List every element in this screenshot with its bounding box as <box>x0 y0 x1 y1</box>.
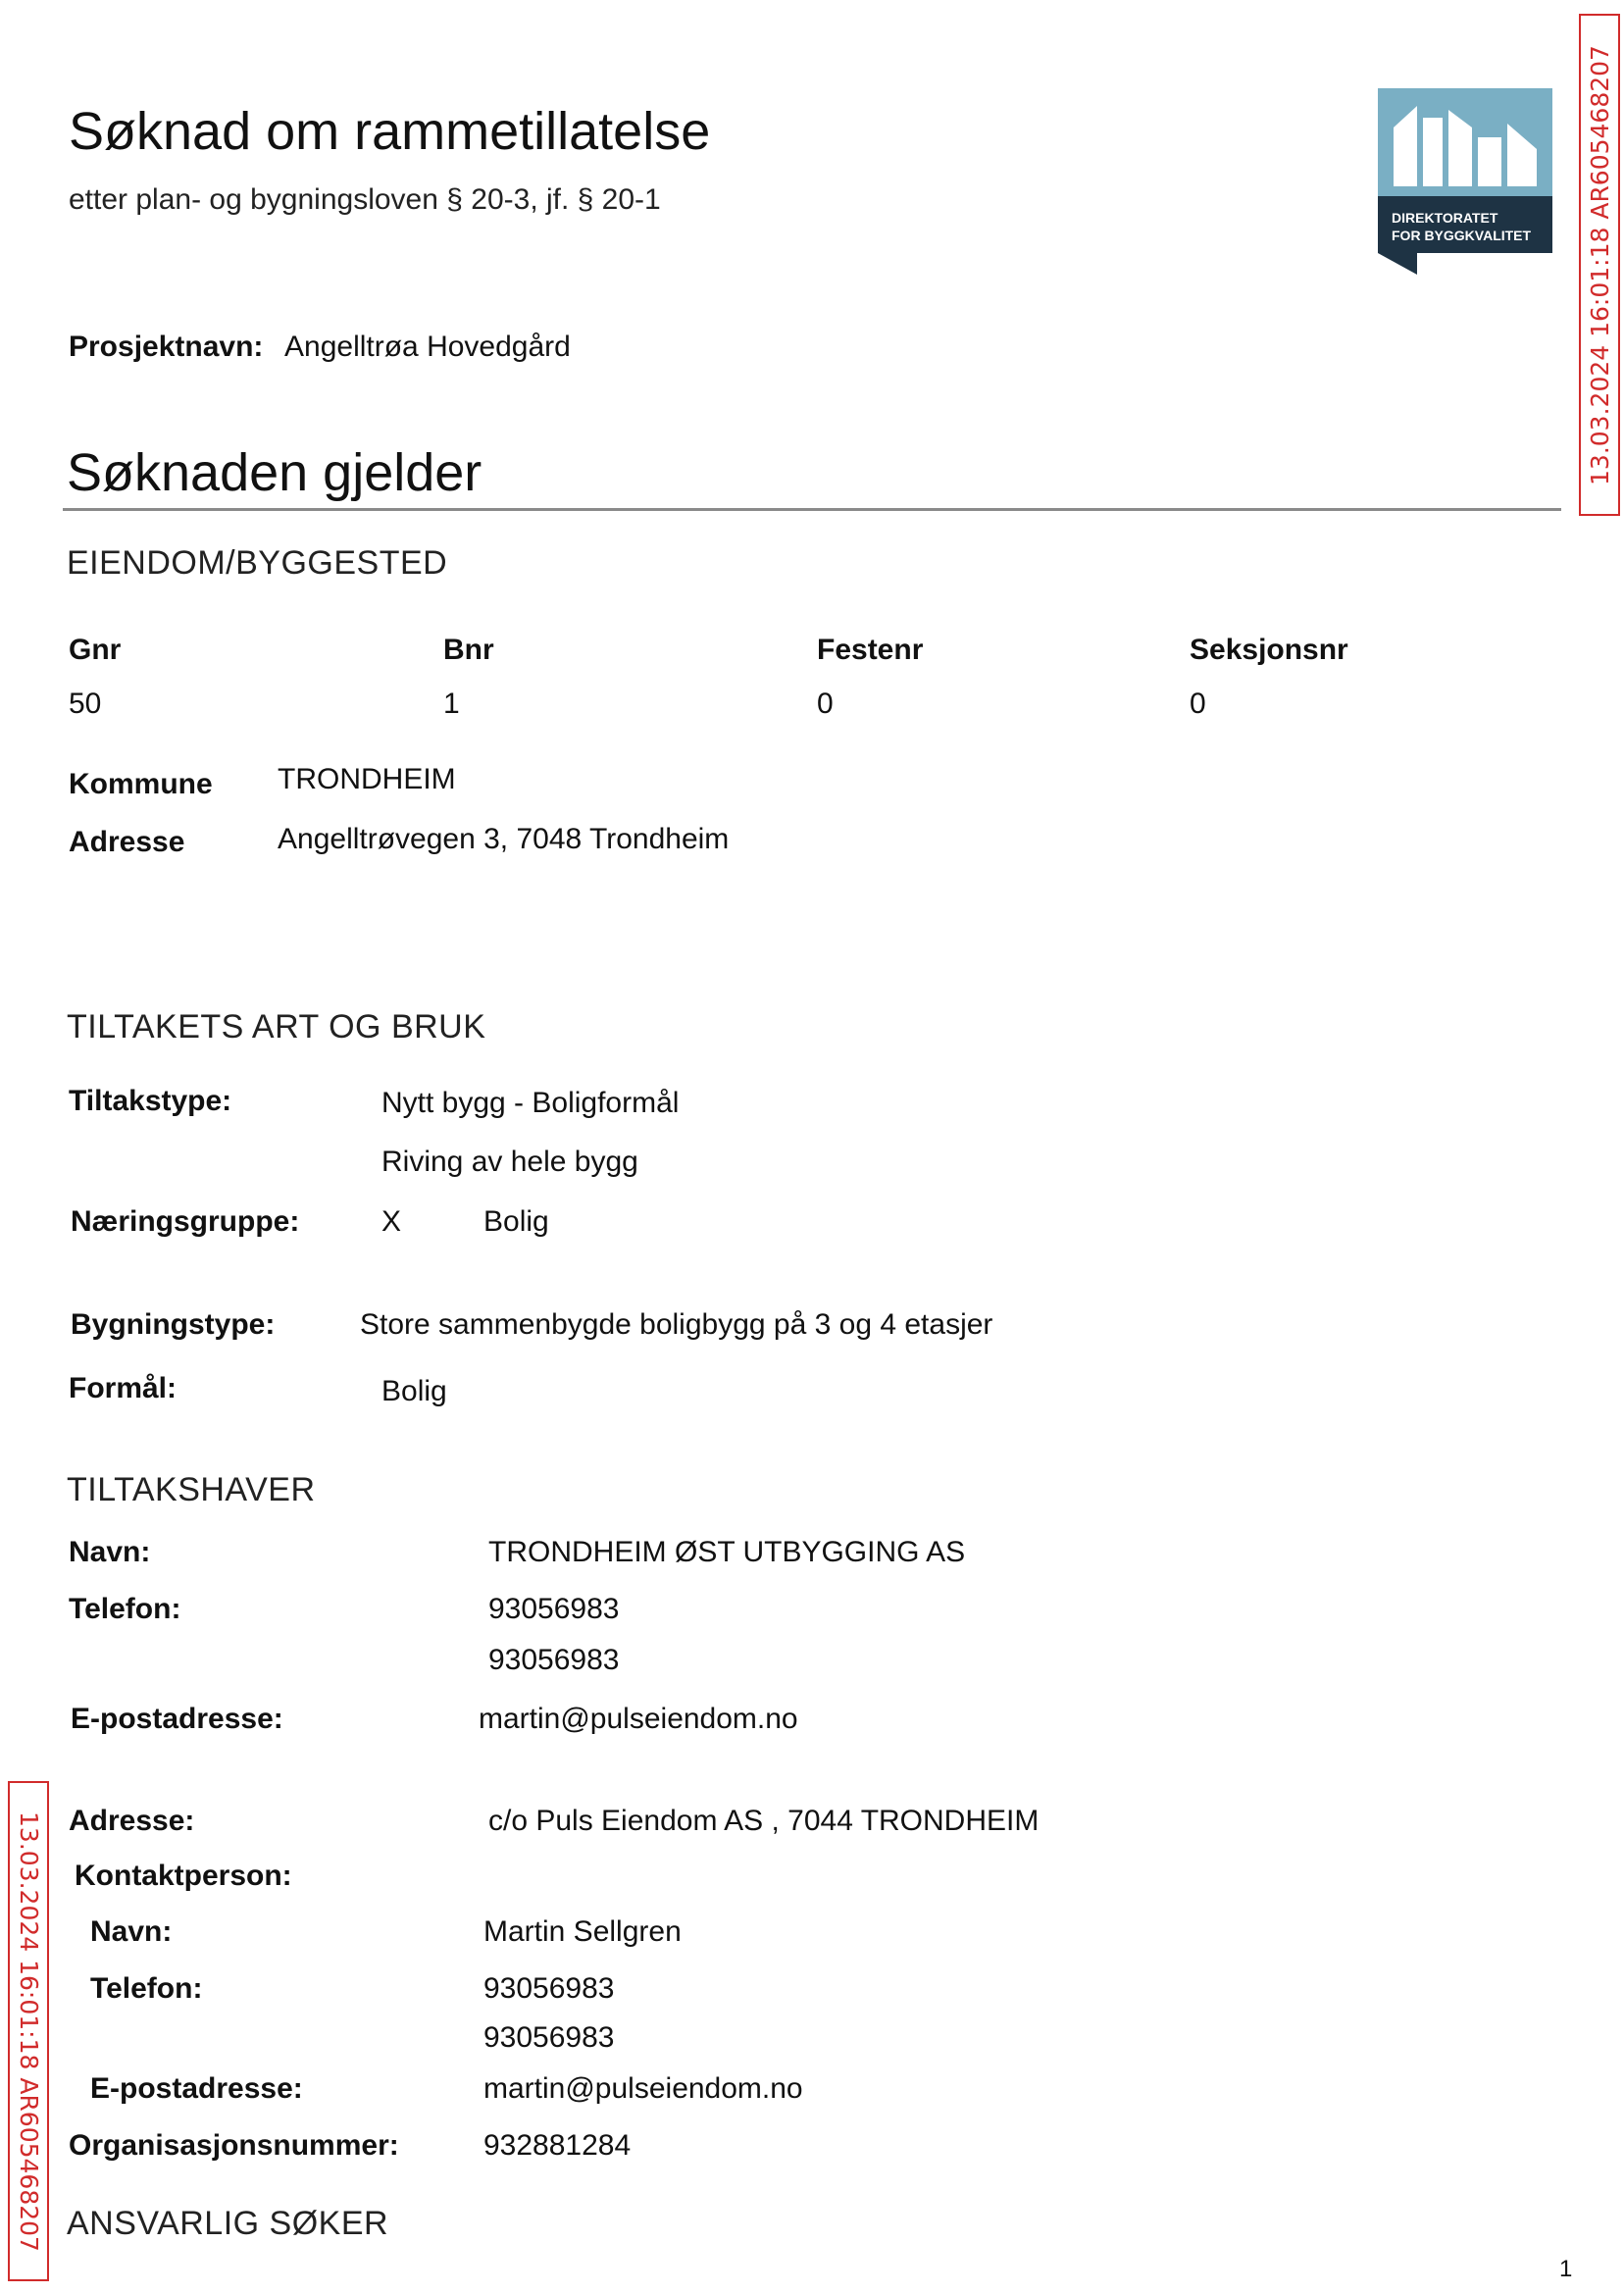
navn-label: Navn: <box>69 1536 151 1568</box>
tiltak-heading: TILTAKETS ART OG BRUK <box>67 1008 486 1045</box>
naeringsgruppe-code: X <box>381 1205 402 1238</box>
adresse-label: Adresse <box>69 826 185 858</box>
document-stamp-bottom <box>8 1781 49 2281</box>
direktoratet-logo <box>1378 88 1552 275</box>
document-stamp-top <box>1579 14 1620 516</box>
page-subtitle: etter plan- og bygningsloven § 20-3, jf. § 20-1 <box>69 183 661 216</box>
gnr-value: 50 <box>69 688 102 720</box>
section-divider <box>63 508 1561 511</box>
gnr-label: Gnr <box>69 634 122 666</box>
eiendom-heading: EIENDOM/BYGGESTED <box>67 544 448 582</box>
kontaktperson-label: Kontaktperson: <box>75 1860 292 1892</box>
orgnr-label: Organisasjonsnummer: <box>69 2129 399 2162</box>
telefon-label: Telefon: <box>69 1593 181 1625</box>
navn-value: TRONDHEIM ØST UTBYGGING AS <box>488 1536 966 1568</box>
kontakt-navn-label: Navn: <box>90 1915 173 1948</box>
building-icon <box>1378 88 1552 275</box>
ansvarlig-heading: ANSVARLIG SØKER <box>67 2205 389 2242</box>
kontakt-telefon-value: 93056983 <box>483 2021 615 2054</box>
telefon-value: 93056983 <box>488 1593 620 1625</box>
tiltakshaver-adresse-label: Adresse: <box>69 1805 195 1837</box>
kontakt-telefon-label: Telefon: <box>90 1972 203 2005</box>
naeringsgruppe-label: Næringsgruppe: <box>71 1205 300 1238</box>
page-number: 1 <box>1559 2256 1573 2282</box>
telefon-value: 93056983 <box>488 1644 620 1676</box>
tiltakstype-value: Nytt bygg - Boligformål <box>381 1087 680 1119</box>
formal-value: Bolig <box>381 1375 447 1407</box>
bnr-label: Bnr <box>443 634 494 666</box>
festenr-label: Festenr <box>817 634 924 666</box>
project-value: Angelltrøa Hovedgård <box>284 331 571 363</box>
logo-line1: DIREKTORATET <box>1392 210 1498 226</box>
epost-label: E-postadresse: <box>71 1703 283 1735</box>
stamp-text-bottom: 13.03.2024 16:01:18 AR605468207 <box>14 1810 43 2252</box>
tiltakstype-value: Riving av hele bygg <box>381 1146 638 1178</box>
adresse-value: Angelltrøvegen 3, 7048 Trondheim <box>278 823 730 855</box>
logo-line2: FOR BYGGKVALITET <box>1392 228 1532 243</box>
kontakt-navn-value: Martin Sellgren <box>483 1915 682 1948</box>
kontakt-epost-value[interactable]: martin@pulseiendom.no <box>483 2072 803 2105</box>
festenr-value: 0 <box>817 688 834 720</box>
formal-label: Formål: <box>69 1372 178 1404</box>
kontakt-epost-label: E-postadresse: <box>90 2072 303 2105</box>
tiltakshaver-adresse-value: c/o Puls Eiendom AS , 7044 TRONDHEIM <box>488 1805 1040 1837</box>
tiltakshaver-heading: TILTAKSHAVER <box>67 1471 316 1508</box>
stamp-text-top: 13.03.2024 16:01:18 AR605468207 <box>1585 44 1614 485</box>
kommune-value: TRONDHEIM <box>278 763 456 795</box>
bygningstype-label: Bygningstype: <box>71 1308 276 1341</box>
orgnr-value: 932881284 <box>483 2129 632 2162</box>
project-label: Prosjektnavn: <box>69 331 264 363</box>
page-title: Søknad om rammetillatelse <box>69 102 711 161</box>
seksjonsnr-label: Seksjonsnr <box>1190 634 1348 666</box>
naeringsgruppe-value: Bolig <box>483 1205 549 1238</box>
tiltakstype-label: Tiltakstype: <box>69 1085 232 1117</box>
seksjonsnr-value: 0 <box>1190 688 1206 720</box>
kommune-label: Kommune <box>69 768 213 800</box>
epost-value[interactable]: martin@pulseiendom.no <box>479 1703 798 1735</box>
section-title: Søknaden gjelder <box>67 443 482 502</box>
bygningstype-value: Store sammenbygde boligbygg på 3 og 4 etasjer <box>360 1308 993 1341</box>
bnr-value: 1 <box>443 688 460 720</box>
kontakt-telefon-value: 93056983 <box>483 1972 615 2005</box>
